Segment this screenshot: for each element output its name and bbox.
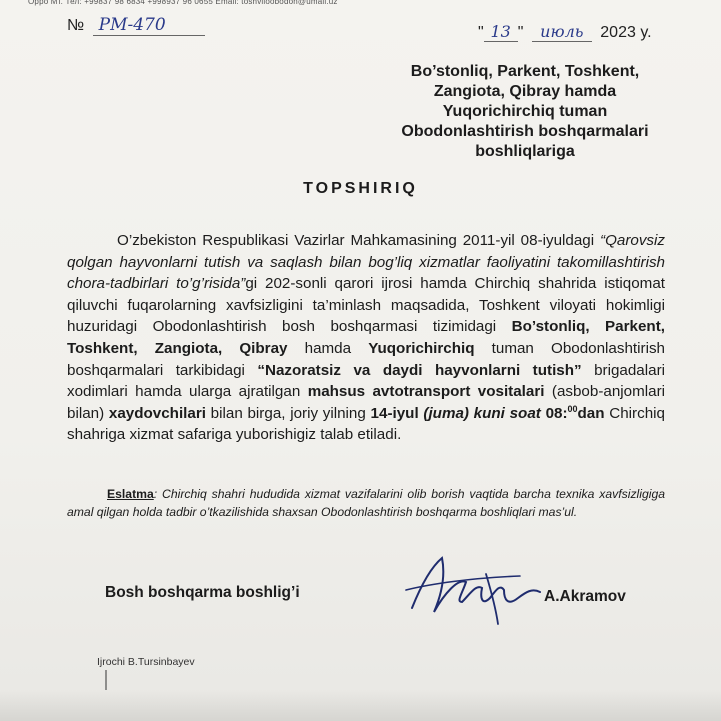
time-suffix: dan xyxy=(577,404,605,422)
date-close-quote: " xyxy=(517,24,524,41)
signatory-name: A.Akramov xyxy=(544,588,626,605)
time-hour: 08: xyxy=(545,404,568,422)
vehicles-bold: mahsus avtotransport vositalari xyxy=(307,383,545,401)
note-paragraph xyxy=(67,486,665,521)
pen-mark xyxy=(100,670,112,690)
body-text-segment: Chirchiq shahriga xizmat safariga yuborishigiz talab etiladi. xyxy=(67,404,665,444)
body-text-segment: tuman Obodonlashtirish boshqarmalari tarkibidagi xyxy=(67,339,665,379)
handwritten-signature xyxy=(400,548,550,626)
weekday-bold-italic: (juma) kuni soat xyxy=(423,404,541,422)
document-date xyxy=(478,22,652,42)
recipient-line: boshliqlariga xyxy=(475,143,575,160)
district-bold: Yuqorichirchiq xyxy=(368,339,475,357)
districts-bold: Bo’stonliq, Parkent, Toshkent, Zangiota, Qibray xyxy=(67,318,665,357)
body-paragraph xyxy=(67,230,665,446)
number-handwritten-value: РМ-470 xyxy=(93,15,205,36)
date-year: 2023 y. xyxy=(600,24,652,41)
date-bold: 14-iyul xyxy=(370,404,419,422)
time-bold xyxy=(546,405,605,422)
date-month: июль xyxy=(532,22,592,42)
signatory-position: Bosh boshqarma boshlig’i xyxy=(105,584,300,601)
drivers-bold: xaydovchilari xyxy=(108,404,206,422)
recipient-block xyxy=(380,62,670,162)
body-text-segment: hamda xyxy=(287,339,369,357)
document-number xyxy=(67,15,205,36)
body-text-segment: (asbob-anjomlari bilan) xyxy=(67,383,666,422)
note-label: Eslatma xyxy=(107,487,154,501)
executor-line: Ijrochi B.Tursinbayev xyxy=(97,656,195,668)
date-day: 13 xyxy=(484,22,518,42)
body-text-segment: gi 202-sonli qarori ijrosi hamda Chirchiq shahrida istiqomat qiluvchi fuqarolarning xavfsizligini ta’minlash maqsadida, Toshkent viloyati hokimligi huzuridagi Obodonlashtirish bosh boshqarmasi tizimidagi xyxy=(67,275,665,336)
recipient-line: Yuqorichirchiq tuman xyxy=(442,103,608,120)
date-open-quote: " xyxy=(478,24,484,41)
letterhead-contact-strip: Орро Мт. Тел: +99837 98 6834 +998937 96 0655 Email: toshviloobodon@umail.uz xyxy=(28,0,338,6)
recipient-line: Zangiota, Qibray hamda xyxy=(433,83,617,100)
body-text-segment: bilan birga, joriy yilning xyxy=(205,404,371,422)
bottom-shadow xyxy=(0,690,721,721)
body-text-segment: O’zbekiston Respublikasi Vazirlar Mahkamasining 2011-yil 08-iyuldagi xyxy=(117,232,601,249)
recipient-line: Bo’stonliq, Parkent, Toshkent, xyxy=(410,63,640,80)
brigade-name-bold: “Nazoratsiz va daydi hayvonlarni tutish” xyxy=(257,361,582,379)
note-colon: : xyxy=(153,487,163,501)
number-label: № xyxy=(67,17,85,34)
time-minutes: 00 xyxy=(567,403,578,414)
decree-title: “Qarovsiz qolgan hayvonlarni tutish va saqlash bilan bog’liq xizmatlar faoliyatini takomillashtirish chora-tadbirlari to’g’risida” xyxy=(67,232,665,293)
body-text-segment: brigadalari xodimlari hamda ularga ajratilgan xyxy=(67,361,666,401)
recipient-line: Obodonlashtirish boshqarmalari xyxy=(401,123,649,140)
note-text: Chirchiq shahri hududida xizmat vazifalarini olib borish vaqtida barcha texnika xavfsizligiga amal qilgan holda tadbir o’tkazilishida shaxsan Obodonlashtirish boshqarma boshliqlari mas’ul. xyxy=(67,487,665,519)
document-title: TOPSHIRIQ xyxy=(303,180,418,197)
